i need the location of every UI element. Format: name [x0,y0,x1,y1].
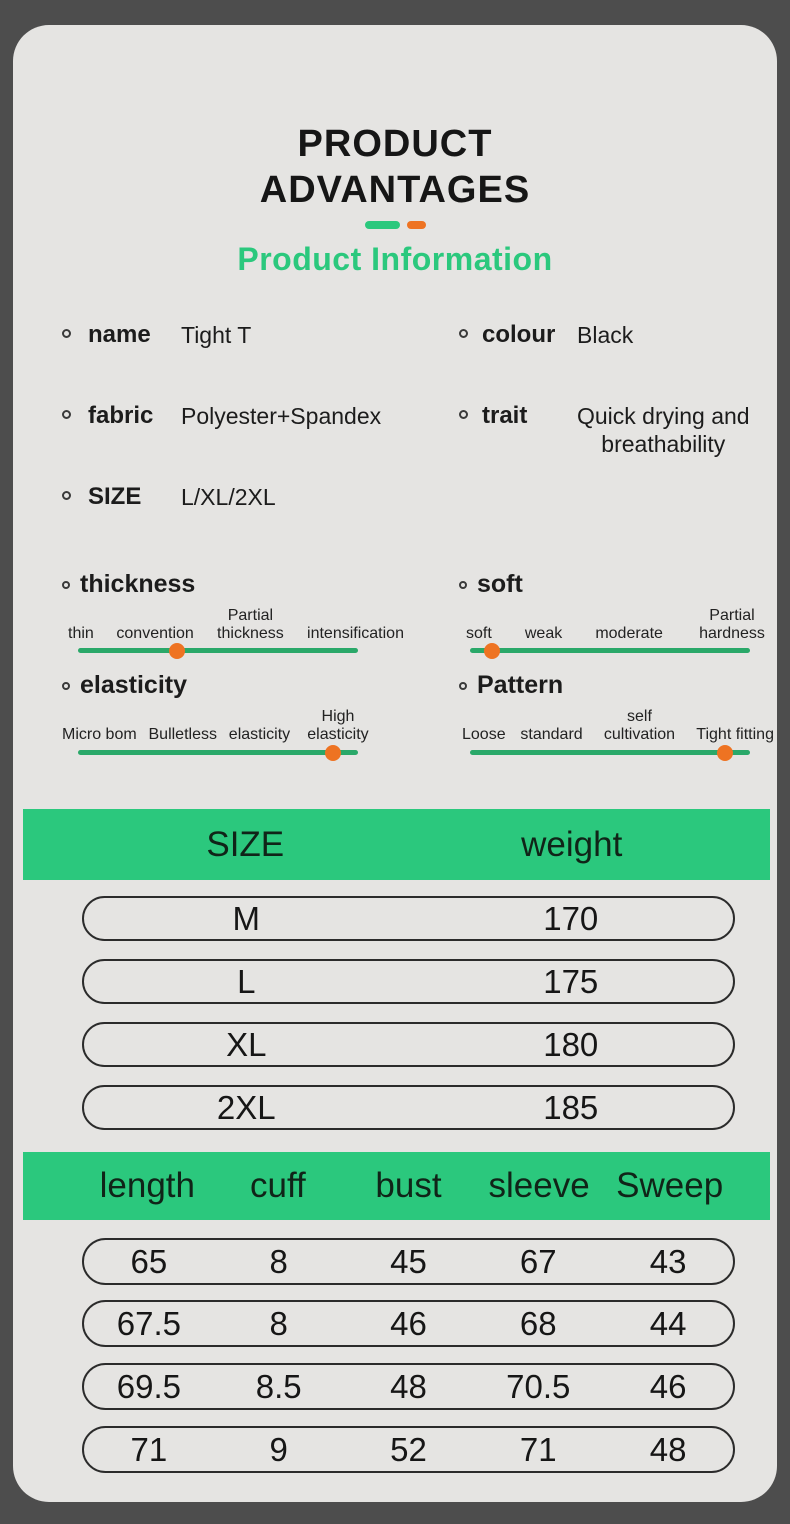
product-info-panel [13,25,777,1502]
slider-tick-label: Tight fitting [696,726,774,743]
cell-sweep: 44 [649,1304,687,1342]
cell-sleeve: 70.5 [506,1367,571,1405]
circle-bullet-icon [62,491,71,500]
circle-bullet-icon [62,682,70,690]
info-value: Black [577,322,634,348]
cell-length: 65 [130,1242,168,1280]
cell-weight: 170 [543,899,599,937]
slider-tick-label: standard [520,726,583,743]
circle-bullet-icon [62,581,70,589]
column-header-size: SIZE [206,824,285,864]
slider-tick-label: convention [116,625,194,642]
slider-tick-label: Bulletless [148,726,217,743]
slider-heading-thickness [62,570,195,599]
slider-thumb-icon [325,745,341,761]
info-item-trait [459,402,750,458]
cell-bust: 45 [390,1242,427,1280]
circle-bullet-icon [62,410,71,419]
cell-cuff: 8 [269,1304,288,1342]
slider-tick-label: intensification [307,625,404,642]
info-value [577,402,750,458]
cell-size: 2XL [216,1088,276,1126]
cell-sleeve: 67 [519,1242,557,1280]
column-header-weight: weight [521,824,623,864]
table-row [82,1238,735,1285]
cell-size: XL [226,1025,267,1063]
cell-cuff: 9 [269,1430,288,1468]
circle-bullet-icon [62,329,71,338]
table-row [82,896,735,941]
circle-bullet-icon [459,410,468,419]
title-line-2: ADVANTAGES [259,169,531,211]
cell-length: 71 [130,1430,168,1468]
slider-tick-label: self cultivation [603,708,676,743]
table-row [82,1085,735,1130]
column-header-length: length [99,1166,195,1205]
green-dash-icon [365,221,400,229]
circle-bullet-icon [459,682,467,690]
info-value-line1: Quick drying and [577,403,750,429]
cell-sweep: 48 [649,1430,687,1468]
slider-heading-soft [459,570,523,599]
info-value: L/XL/2XL [181,484,276,510]
table-row [82,1022,735,1067]
column-header-sweep: Sweep [616,1166,724,1205]
cell-weight: 185 [543,1088,599,1126]
slider-tick-label: thin [68,625,94,642]
orange-dash-icon [407,221,426,229]
cell-sweep: 46 [649,1367,687,1405]
cell-weight: 175 [543,962,599,1000]
slider-track-pattern [470,750,750,755]
circle-bullet-icon [459,581,467,589]
section-subtitle: Product Information [237,241,553,277]
slider-tick-label: soft [466,625,492,642]
info-value-line2: breathability [601,431,726,457]
page-title [13,121,777,213]
slider-tick-label: weak [524,625,563,642]
slider-track-thickness [78,648,358,653]
table-row [82,959,735,1004]
info-value: Polyester+Spandex [181,403,382,429]
slider-tick-label: Partial thickness [217,607,284,642]
slider-labels-soft [466,603,768,643]
info-item-colour [459,321,633,349]
slider-thumb-icon [169,643,185,659]
cell-size: L [237,962,256,1000]
slider-tick-label: High elasticity [307,708,369,743]
info-item-fabric [62,402,381,430]
slider-tick-label: Micro bom [62,726,137,743]
info-label: trait [482,402,528,429]
title-line-1: PRODUCT [297,123,493,165]
cell-sleeve: 71 [519,1430,557,1468]
cell-length: 67.5 [116,1304,182,1342]
cell-sleeve: 68 [519,1304,557,1342]
slider-tick-label: Partial hardness [699,607,765,642]
cell-sweep: 43 [649,1242,687,1280]
slider-heading-pattern [459,671,563,700]
info-label: SIZE [88,483,142,510]
slider-tick-label: Loose [462,726,506,743]
column-header-bust: bust [375,1166,442,1205]
info-item-name [62,321,251,349]
cell-bust: 48 [390,1367,427,1405]
slider-heading-label: elasticity [80,671,188,699]
slider-thumb-icon [484,643,500,659]
info-label: colour [482,321,556,348]
measurements-table-header [23,1152,770,1220]
slider-thumb-icon [717,745,733,761]
column-header-sleeve: sleeve [488,1166,590,1205]
info-value: Tight T [181,322,252,348]
cell-bust: 46 [390,1304,427,1342]
cell-cuff: 8.5 [255,1367,302,1405]
cell-size: M [232,899,260,937]
slider-heading-elasticity [62,671,187,700]
info-label: fabric [88,402,154,429]
cell-cuff: 8 [269,1242,288,1280]
circle-bullet-icon [459,329,468,338]
slider-tick-label: elasticity [228,726,291,743]
slider-track-elasticity [78,750,358,755]
cell-length: 69.5 [116,1367,182,1405]
title-divider [13,221,777,229]
slider-labels-elasticity [62,704,374,744]
cell-bust: 52 [390,1430,427,1468]
table-row [82,1426,735,1473]
size-weight-table-header [23,809,770,880]
slider-track-soft [470,648,750,653]
column-header-cuff: cuff [250,1166,306,1205]
info-item-size [62,483,276,511]
slider-heading-label: thickness [80,570,196,598]
info-label: name [88,321,151,348]
slider-tick-label: moderate [595,625,663,642]
slider-heading-label: soft [477,570,523,598]
slider-labels-thickness [68,603,404,643]
table-row [82,1300,735,1347]
slider-heading-label: Pattern [477,671,564,699]
table-row [82,1363,735,1410]
cell-weight: 180 [543,1025,599,1063]
slider-labels-pattern [462,704,774,744]
